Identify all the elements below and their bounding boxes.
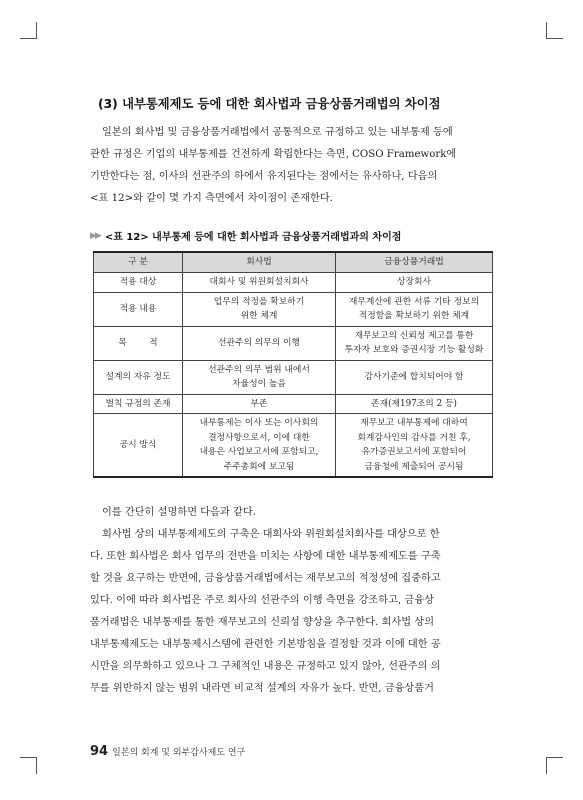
cell-line: 상장회사 [397, 277, 431, 287]
header-category: 구 분 [94, 252, 183, 273]
body-line: 다. 또한 회사법은 회사 업무의 전반을 미치는 사항에 대한 내부통제제도를 구축 [90, 551, 441, 562]
cell-line: 재무보고의 신뢰성 제고를 통한 [354, 330, 474, 341]
body-line: 있다. 이에 따라 회사법은 주로 회사의 선관주의 이행 측면을 강조하고, 금융상 [90, 595, 434, 606]
fiea-cell [336, 394, 493, 414]
cell-line: 선관주의 의무 범위 내에서 [208, 364, 310, 375]
crop-mark-bottom-left [20, 757, 37, 774]
comparison-table [93, 251, 493, 478]
book-title: 일본의 회계 및 외부감사제도 연구 [112, 748, 246, 758]
cell-line: 금융청에 제출되어 공시됨 [364, 461, 464, 472]
row-label: 적용 내용 [94, 292, 183, 326]
body-line: 내부통제제도는 내부통제시스템에 관련한 기본방침을 결정할 것과 이에 대한 공 [90, 639, 441, 650]
cell-line: 업무의 적정을 확보하기 [213, 296, 305, 307]
table-row [94, 326, 493, 360]
header-company-law: 회사법 [183, 252, 336, 273]
intro-line: 일본의 회사법 및 금융상품거래법에서 공통적으로 규정하고 있는 내부통제 등에 [102, 127, 453, 138]
company-law-cell [183, 414, 336, 478]
body-line: 품거래법은 내부통제를 통한 재무보고의 신뢰성 향상을 추구한다. 회사법 상의 [90, 617, 435, 628]
section-heading: (3) 내부통제제도 등에 대한 회사법과 금융상품거래법의 차이점 [98, 97, 441, 111]
table-header-row [94, 252, 493, 273]
intro-line: 관한 규정은 기업의 내부통제를 건전하게 확립한다는 측면, COSO Framework에 [90, 149, 457, 160]
company-law-cell [183, 394, 336, 414]
row-label: 벌칙 규정의 존재 [94, 394, 183, 414]
cell-line: 선관주의 의무의 이행 [217, 337, 301, 348]
company-law-cell [183, 273, 336, 293]
body-paragraph [90, 502, 496, 700]
page-content [90, 94, 496, 700]
intro-line: <표 12>와 같이 몇 가지 측면에서 차이점이 존재한다. [90, 193, 333, 204]
table-row [94, 394, 493, 414]
cell-line: 유가증권보고서에 포함되어 [361, 447, 467, 457]
cell-line: 감사기준에 합치되어야 함 [364, 371, 464, 382]
intro-paragraph [90, 122, 496, 210]
table-row [94, 360, 493, 394]
body-line: 회사법 상의 내부통제제도의 구축은 대회사와 위원회설치회사를 대상으로 한 [102, 529, 440, 540]
cell-line: 재무보고 내부통제에 대하여 [360, 418, 468, 428]
crop-mark-top-left [20, 22, 37, 39]
double-triangle-right-icon: ▶▶ [90, 230, 100, 241]
fiea-cell [336, 326, 493, 360]
cell-line: 위한 체계 [240, 311, 278, 321]
company-law-cell [183, 292, 336, 326]
table-caption [90, 228, 496, 243]
fiea-cell [336, 414, 493, 478]
page-number: 94 [90, 744, 109, 759]
cell-line: 적정함을 확보하기 위한 체계 [358, 311, 470, 321]
body-line: 무를 위반하지 않는 범위 내라면 비교적 설계의 자유가 높다. 반면, 금융상품거 [90, 683, 434, 694]
table-caption-text: <표 12> 내부통제 등에 대한 회사법과 금융상품거래법과의 차이점 [104, 232, 402, 243]
cell-line: 재무계산에 관한 서류 기타 정보의 [348, 296, 480, 307]
crop-mark-top-right [546, 22, 563, 39]
fiea-cell [336, 360, 493, 394]
cell-line: 내부통제는 이사 또는 이사회의 [199, 418, 319, 428]
cell-line: 부존 [250, 398, 268, 409]
row-label: 공시 방식 [94, 414, 183, 478]
cell-line: 자율성이 높음 [232, 379, 286, 389]
row-label: 목 적 [94, 326, 183, 360]
header-fiea: 금융상품거래법 [336, 252, 493, 273]
fiea-cell [336, 273, 493, 293]
body-line: 시만을 의무화하고 있으나 그 구체적인 내용은 규정하고 있지 않아, 선관주의 의 [90, 661, 441, 672]
intro-line: 기반한다는 점, 이사의 선관주의 하에서 유지된다는 점에서는 유사하나, 다음의 [90, 171, 438, 182]
page-footer [90, 744, 245, 759]
body-line: 이를 간단히 설명하면 다음과 같다. [102, 507, 256, 518]
row-label: 적용 대상 [94, 273, 183, 293]
table-row [94, 292, 493, 326]
crop-mark-bottom-right [546, 757, 563, 774]
row-label: 설계의 자유 정도 [94, 360, 183, 394]
cell-line: 내용은 사업보고서에 포함되고, [199, 447, 319, 457]
body-line: 할 것을 요구하는 반면에, 금융상품거래법에서는 재무보고의 적정성에 집중하고 [90, 573, 441, 584]
cell-line: 투자자 보호와 증권시장 기능 활성화 [344, 345, 484, 355]
cell-line: 존재(제197조의 2 등) [371, 398, 457, 409]
cell-line: 결정사항으로서, 이에 대한 [208, 432, 310, 443]
table-row [94, 273, 493, 293]
fiea-cell [336, 292, 493, 326]
cell-line: 회계감사인의 감사를 거친 후, [357, 432, 471, 443]
cell-line: 대회사 및 위원회설치회사 [209, 277, 309, 287]
table-row [94, 414, 493, 478]
company-law-cell [183, 360, 336, 394]
company-law-cell [183, 326, 336, 360]
cell-line: 주주총회에 보고됨 [223, 461, 295, 472]
